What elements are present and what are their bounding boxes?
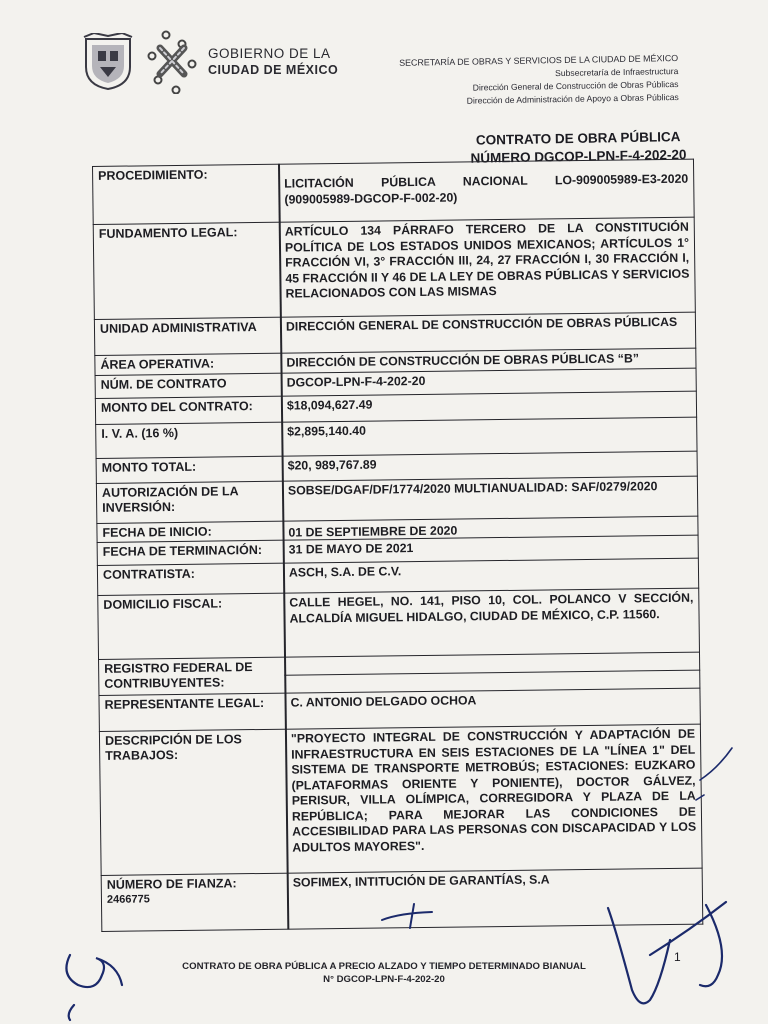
cell-value: 01 DE SEPTIEMBRE DE 2020 <box>288 523 458 540</box>
cdmx-logo-icon <box>146 30 198 94</box>
table-row <box>99 724 703 875</box>
cell-label: FUNDAMENTO LEGAL: <box>98 225 238 241</box>
title-line1: CONTRATO DE OBRA PÚBLICA <box>475 129 681 148</box>
cell-value: "PROYECTO INTEGRAL DE CONSTRUCCIÓN Y ADAPTACIÓN DE INFRAESTRUCTURA EN SEIS ESTACIONES DE LA "LÍNEA 1" DEL SISTEMA DE TRANSPORTE METROBÚS; ESTACIONES: EUZKARO (PLATAFORMAS ORIENTE Y PONIENTE), DOCTOR GÁLVEZ, PERISUR, VILLA OLÍMPICA, CORREGIDORA Y PLAZA DE LA REPÚBLICA; PARA MEJORAR LAS CONDICIONES DE ACCESIBILIDAD PARA LAS PERSONAS CON DISCAPACIDAD Y LOS ADULTOS MAYORES". <box>290 726 697 855</box>
fianza-number: 2466775 <box>106 893 150 906</box>
cell-label: NÚM. DE CONTRATO <box>100 376 227 392</box>
cell-label: DOMICILIO FISCAL: <box>103 596 223 612</box>
cell-value: DGCOP-LPN-F-4-202-20 <box>286 373 426 390</box>
cell-label: FECHA DE INICIO: <box>102 524 212 540</box>
cell-value: DIRECCIÓN DE CONSTRUCCIÓN DE OBRAS PÚBLICAS “B” <box>286 351 640 370</box>
department-block <box>399 52 679 109</box>
cell-label: ÁREA OPERATIVA: <box>100 356 215 372</box>
dept-line: Dirección de Administración de Apoyo a Obras Públicas <box>466 91 679 106</box>
page-number: 1 <box>674 950 681 964</box>
cell-value: C. ANTONIO DELGADO OCHOA <box>290 693 477 710</box>
table-row <box>101 868 704 932</box>
header-logo <box>82 30 338 94</box>
cell-value: $2,895,140.40 <box>287 423 366 439</box>
table-row <box>97 588 700 659</box>
table-row <box>93 217 696 319</box>
cell-label: MONTO DEL CONTRATO: <box>100 399 253 415</box>
cell-value: ASCH, S.A. DE C.V. <box>288 564 402 580</box>
cell-label: DESCRIPCIÓN DE LOS TRABAJOS: <box>104 732 242 763</box>
title-line2: NÚMERO DGCOP-LPN-F-4-202-20 <box>470 146 687 166</box>
footer-line2: N° DGCOP-LPN-F-4-202-20 <box>323 974 445 985</box>
cell-value: ARTÍCULO 134 PÁRRAFO TERCERO DE LA CONSTITUCIÓN POLÍTICA DE LOS ESTADOS UNIDOS MEXICANOS; ARTÍCULOS 1° FRACCIÓN VI, 3° FRACCIÓN III, 24, 27 FRACCIÓN I, 30 FRACCIÓN I, 45 FRACCIÓN II Y 46 DE LA LEY DE OBRAS PÚBLICAS Y SERVICIOS RELACIONADOS CON LAS MISMAS <box>284 219 690 301</box>
cell-value: SOBSE/DGAF/DF/1774/2020 MULTIANUALIDAD: SAF/0279/2020 <box>287 479 658 498</box>
table-row <box>92 159 695 224</box>
gov-line1: GOBIERNO DE LA <box>208 46 331 61</box>
cell-value <box>290 655 694 660</box>
dept-line: Subsecretaría de Infraestructura <box>555 65 679 79</box>
cell-label: MONTO TOTAL: <box>101 459 197 475</box>
cell-value: DIRECCIÓN GENERAL DE CONSTRUCCIÓN DE OBRAS PÚBLICAS <box>285 314 678 334</box>
cell-label: REPRESENTANTE LEGAL: <box>104 695 265 712</box>
cell-label: PROCEDIMIENTO: <box>98 167 208 183</box>
contract-table <box>92 159 703 932</box>
cell-value: $18,094,627.49 <box>286 397 373 413</box>
cell-value: CALLE HEGEL, NO. 141, PISO 10, COL. POLANCO V SECCIÓN, ALCALDÍA MIGUEL HIDALGO, CIUDAD DE MÉXICO, C.P. 11560. <box>289 590 694 626</box>
footer-line1: CONTRATO DE OBRA PÚBLICA A PRECIO ALZADO Y TIEMPO DETERMINADO BIANUAL <box>182 961 586 972</box>
coat-of-arms-icon <box>82 33 134 91</box>
cell-label: UNIDAD ADMINISTRATIVA <box>99 320 257 336</box>
cell-label: CONTRATISTA: <box>102 566 195 582</box>
page-footer <box>0 960 768 986</box>
cell-label: I. V. A. (16 %) <box>101 425 179 441</box>
cell-value: LICITACIÓN PÚBLICA NACIONAL LO-909005989-E3-2020 (909005989-DGCOP-F-002-20) <box>284 171 689 207</box>
dept-line: SECRETARÍA DE OBRAS Y SERVICIOS DE LA CIUDAD DE MÉXICO <box>399 52 679 68</box>
cell-label: REGISTRO FEDERAL DE CONTRIBUYENTES: <box>104 660 253 691</box>
dept-line: Dirección General de Construcción de Obras Públicas <box>472 78 679 93</box>
cell-value: $20, 989,767.89 <box>287 457 377 473</box>
cell-value: SOFIMEX, INTITUCIÓN DE GARANTÍAS, S.A <box>292 872 550 890</box>
cell-label <box>107 876 285 908</box>
cell-label: AUTORIZACIÓN DE LA INVERSIÓN: <box>101 484 239 515</box>
cell-value: 31 DE MAYO DE 2021 <box>288 541 414 557</box>
gov-line2: CIUDAD DE MÉXICO <box>208 63 339 77</box>
fianza-label: NÚMERO DE FIANZA: <box>106 876 237 892</box>
cell-label: FECHA DE TERMINACIÓN: <box>102 542 263 559</box>
